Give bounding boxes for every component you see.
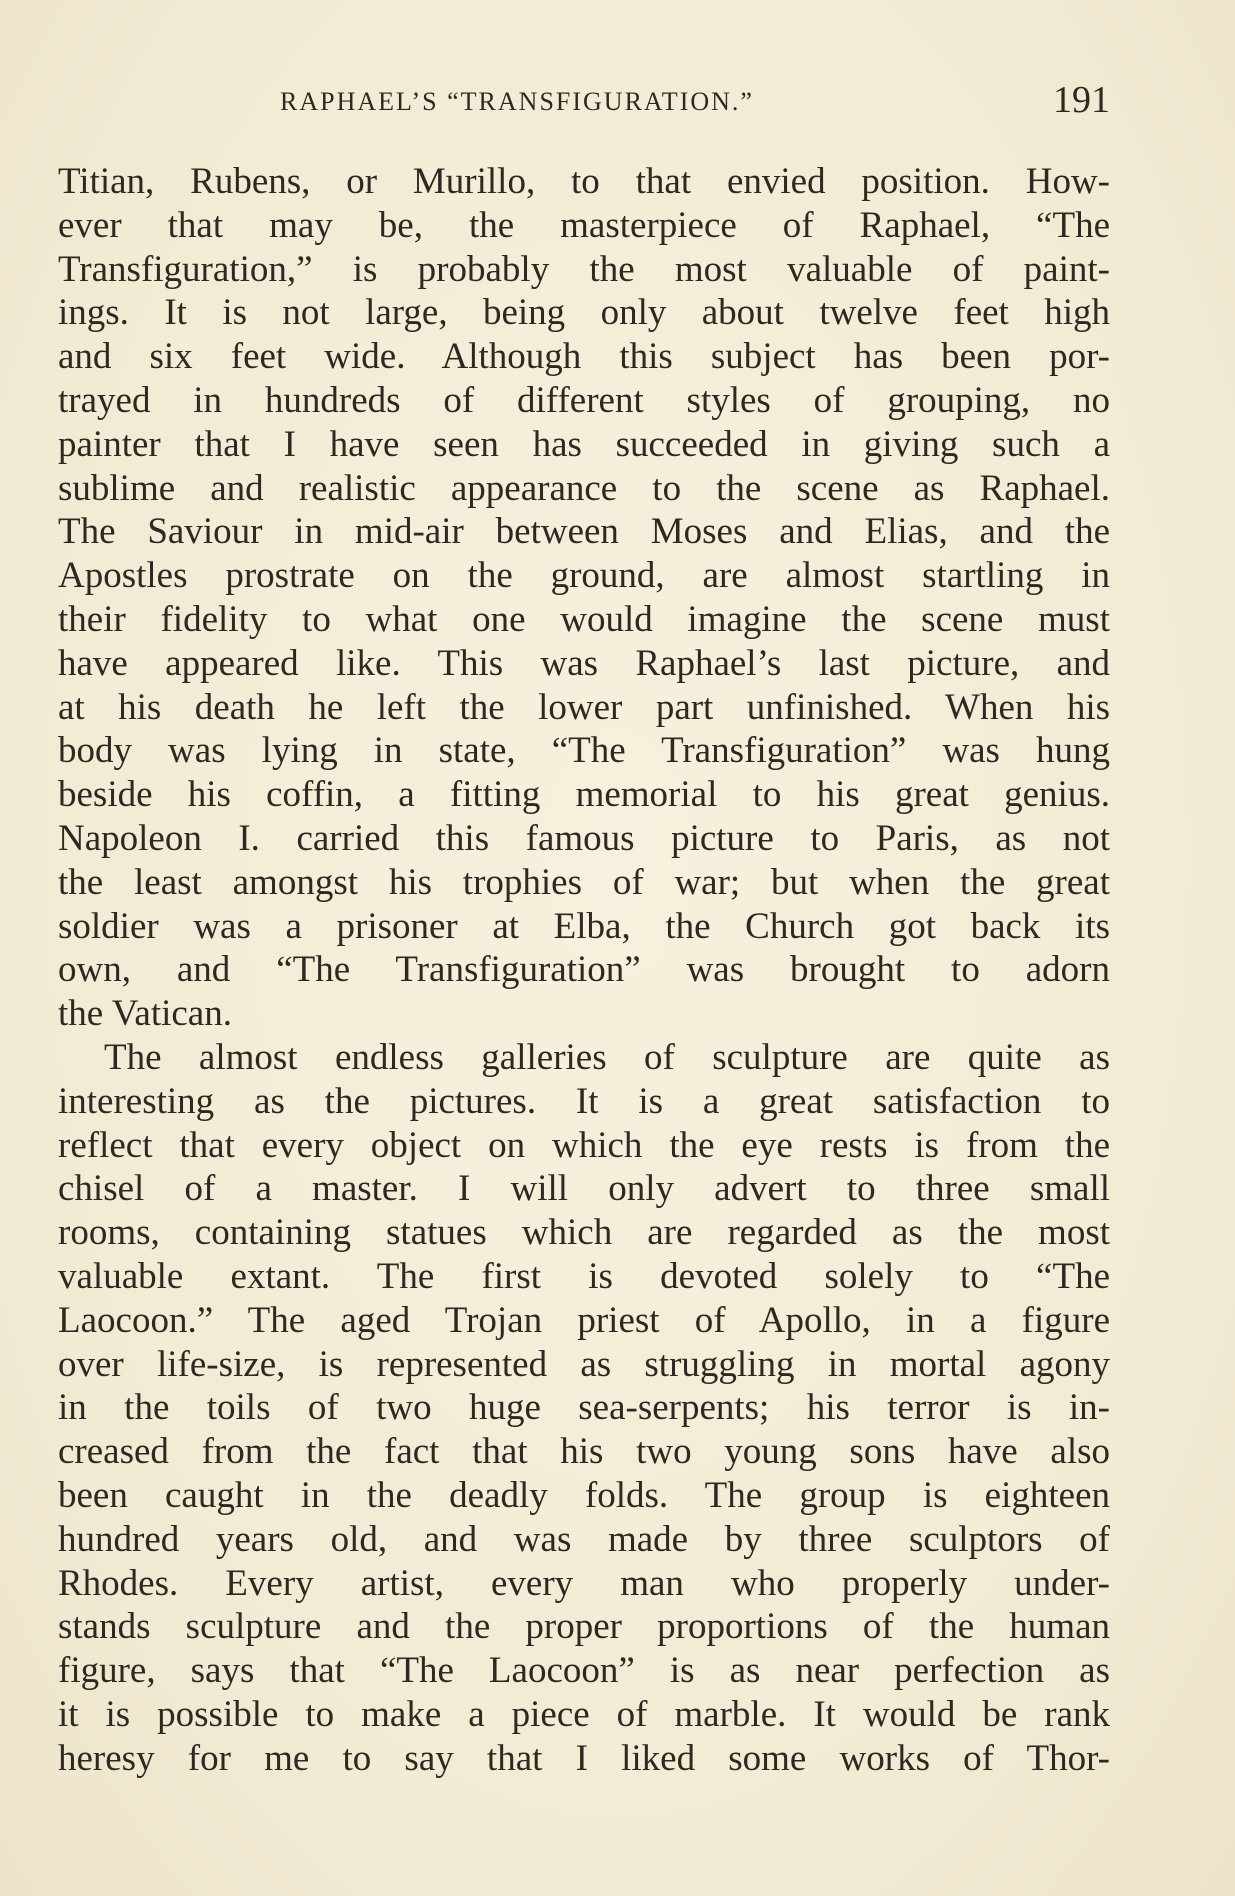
text-line: in the toils of two huge sea-serpents; his terror is in- <box>58 1387 1110 1429</box>
text-line: beside his coffin, a fitting memorial to his great genius. <box>58 774 1110 816</box>
text-line: ever that may be, the masterpiece of Raphael, “The <box>58 204 1110 246</box>
text-line: been caught in the deadly folds. The group is eighteen <box>58 1474 1110 1516</box>
text-line: painter that I have seen has succeeded in giving such a <box>58 423 1110 465</box>
text-line: interesting as the pictures. It is a great satisfaction to <box>58 1080 1110 1122</box>
text-line: over life-size, is represented as struggling in mortal agony <box>58 1343 1110 1385</box>
text-line: Titian, Rubens, or Murillo, to that envied position. How- <box>58 161 1110 202</box>
text-line: own, and “The Transfiguration” was brought to adorn <box>58 949 1110 991</box>
text-line: their fidelity to what one would imagine the scene must <box>58 598 1110 640</box>
text-line: at his death he left the lower part unfinished. When his <box>58 686 1110 728</box>
text-line: sublime and realistic appearance to the scene as Raphael. <box>58 467 1110 509</box>
text-line: valuable extant. The first is devoted solely to “The <box>58 1255 1110 1297</box>
text-line: hundred years old, and was made by three sculptors of <box>58 1518 1110 1560</box>
text-line: reflect that every object on which the eye rests is from the <box>58 1124 1110 1166</box>
text-line: it is possible to make a piece of marble. It would be rank <box>58 1693 1110 1735</box>
paragraph-end-line: the Vatican. <box>58 993 232 1035</box>
paragraph-start-line: The almost endless galleries of sculpture are quite as <box>104 1036 1110 1078</box>
text-line: chisel of a master. I will only advert to three small <box>58 1168 1110 1210</box>
body-text <box>58 160 1110 1780</box>
text-line: Apostles prostrate on the ground, are almost startling in <box>58 555 1110 597</box>
text-line: figure, says that “The Laocoon” is as near perfection as <box>58 1650 1110 1692</box>
text-line: Napoleon I. carried this famous picture to Paris, as not <box>58 817 1110 859</box>
text-line: ings. It is not large, being only about twelve feet high <box>58 292 1110 334</box>
text-line: rooms, containing statues which are regarded as the most <box>58 1212 1110 1254</box>
running-head <box>58 79 1110 122</box>
text-line: body was lying in state, “The Transfiguration” was hung <box>58 730 1110 772</box>
text-line: have appeared like. This was Raphael’s last picture, and <box>58 642 1110 684</box>
text-line: Transfiguration,” is probably the most valuable of paint- <box>58 248 1110 290</box>
text-line: soldier was a prisoner at Elba, the Church got back its <box>58 905 1110 947</box>
text-line: trayed in hundreds of different styles of grouping, no <box>58 379 1110 421</box>
text-line: Laocoon.” The aged Trojan priest of Apollo, in a figure <box>58 1299 1110 1341</box>
text-line: heresy for me to say that I liked some works of Thor- <box>58 1737 1110 1779</box>
text-line: and six feet wide. Although this subject has been por- <box>58 336 1110 378</box>
text-line: The Saviour in mid-air between Moses and Elias, and the <box>58 511 1110 553</box>
text-line: the least amongst his trophies of war; but when the great <box>58 861 1110 903</box>
text-line: creased from the fact that his two young sons have also <box>58 1431 1110 1473</box>
text-line: stands sculpture and the proper proportions of the human <box>58 1606 1110 1648</box>
text-line: Rhodes. Every artist, every man who properly under- <box>58 1562 1110 1604</box>
running-title: RAPHAEL’S “TRANSFIGURATION.” <box>280 87 754 116</box>
page-number: 191 <box>1053 79 1110 121</box>
